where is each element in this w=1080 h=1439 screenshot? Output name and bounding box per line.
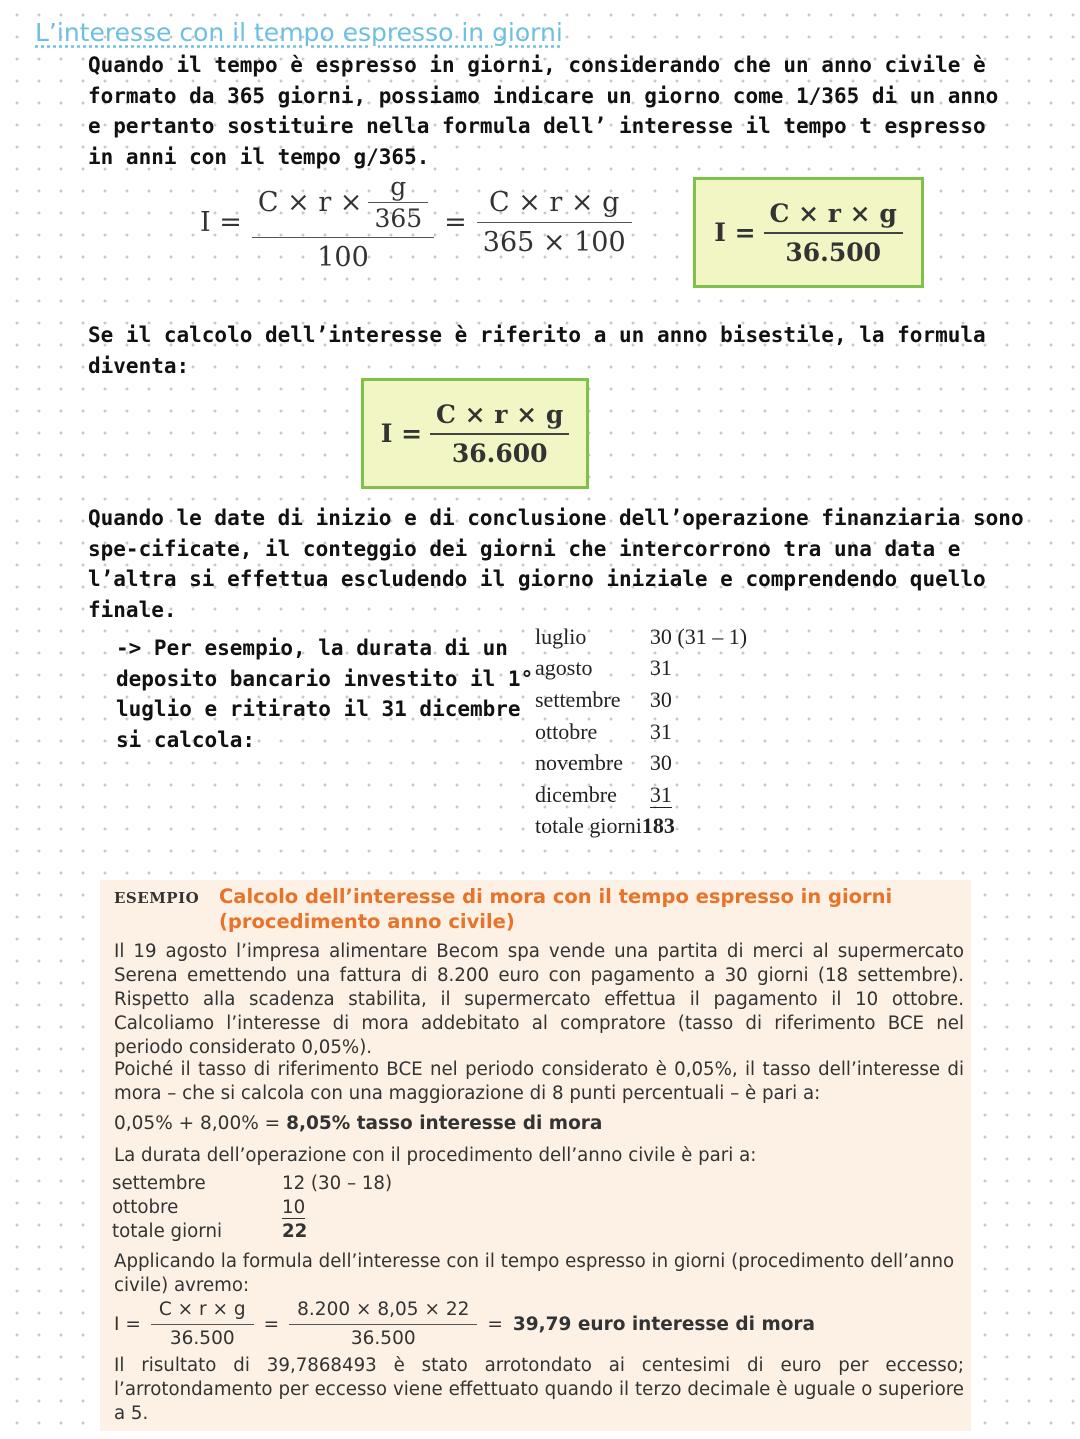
table-row bbox=[112, 1196, 392, 1220]
duration-total-label: totale giorni bbox=[112, 1221, 223, 1242]
table-row bbox=[535, 747, 747, 779]
formula-leap-box bbox=[361, 378, 589, 489]
apply-paragraph: Applicando la formula dell’interesse con il tempo espresso in giorni (procedimento dell’anno civile) avremo: bbox=[114, 1251, 955, 1296]
duration-total-value: 22 bbox=[282, 1221, 308, 1242]
leap-lhs: I = bbox=[380, 419, 423, 448]
duration-days: 10 bbox=[282, 1197, 306, 1218]
calc-lhs: I = bbox=[114, 1313, 141, 1335]
calc-result: 39,79 euro interesse di mora bbox=[512, 1313, 816, 1335]
fraction-one-den: 100 bbox=[252, 237, 434, 273]
calc-equals-2: = bbox=[487, 1313, 503, 1335]
leap-num: C × r × g bbox=[436, 399, 564, 429]
month-name: agosto bbox=[535, 655, 593, 681]
months-table bbox=[535, 621, 747, 842]
month-days: 31 bbox=[649, 718, 672, 744]
formula-lhs: I = bbox=[200, 207, 242, 238]
month-days: 30 bbox=[649, 750, 672, 776]
duration-lead: La durata dell’operazione con il procedimento dell’anno civile è pari a: bbox=[114, 1145, 757, 1166]
fraction-two-num: C × r × g bbox=[488, 187, 620, 218]
table-total-row bbox=[112, 1220, 392, 1244]
fraction-two-den: 365 × 100 bbox=[477, 222, 632, 258]
inner-fraction-den: 365 bbox=[368, 202, 428, 233]
civil-den: 36.500 bbox=[764, 232, 903, 267]
esempio-label: ESEMPIO bbox=[114, 889, 200, 907]
page-title: L’interesse con il tempo espresso in giorni bbox=[35, 18, 563, 47]
month-days: 31 bbox=[649, 655, 672, 681]
duration-month: settembre bbox=[112, 1173, 206, 1194]
month-name: dicembre bbox=[535, 781, 617, 807]
formula-equals: = bbox=[444, 207, 467, 238]
duration-month: ottobre bbox=[112, 1197, 179, 1218]
esempio-title: Calcolo dell’interesse di mora con il tempo espresso in giorni (procedimento anno civile) bbox=[219, 885, 893, 933]
example-paragraph: -> Per esempio, la durata di un deposito bancario investito il 1° luglio e ritirato il 31 dicembre si calcola: bbox=[116, 636, 534, 752]
calc-f1-den: 36.500 bbox=[151, 1324, 254, 1351]
fraction-two bbox=[477, 187, 632, 258]
inner-numerator: C × r × bbox=[257, 187, 363, 218]
formula-civil-box bbox=[693, 177, 924, 288]
calc-fraction-2 bbox=[289, 1298, 477, 1351]
month-name: settembre bbox=[535, 686, 621, 712]
table-row bbox=[112, 1172, 392, 1196]
calc-f2-num: 8.200 × 8,05 × 22 bbox=[297, 1299, 470, 1320]
table-row bbox=[535, 684, 747, 716]
inner-fraction-num: g bbox=[390, 172, 407, 201]
leap-den: 36.600 bbox=[430, 433, 569, 468]
civil-lhs: I = bbox=[714, 218, 756, 247]
civil-num: C × r × g bbox=[769, 198, 897, 228]
fraction-one bbox=[252, 172, 434, 273]
month-name: novembre bbox=[535, 750, 623, 776]
date-count-paragraph: Quando le date di inizio e di conclusione dell’operazione finanziaria sono spe-cificate, il conteggio dei giorni che intercorrono tra una data e l’altra si effettua escludendo il giorno iniziale e comprendendo quello finale. bbox=[88, 506, 1024, 622]
esempio-paragraph-2: Poiché il tasso di riferimento BCE nel periodo considerato è 0,05%, il tasso dell’interesse di mora – che si calcola con una maggiorazione di 8 punti percentuali – è pari a: bbox=[114, 1059, 964, 1104]
month-days: 31 bbox=[649, 781, 672, 807]
total-value: 183 bbox=[641, 813, 675, 839]
rounding-note: Il risultato di 39,7868493 è stato arrotondato ai centesimi di euro per eccesso; l’arrotondamento per eccesso viene effettuato quando il terzo decimale è uguale o superiore a 5. bbox=[114, 1355, 964, 1424]
duration-days: 12 (30 – 18) bbox=[282, 1173, 393, 1194]
intro-paragraph: Quando il tempo è espresso in giorni, considerando che un anno civile è formato da 365 giorni, possiamo indicare un giorno come 1/365 di un anno e pertanto sostituire nella formula dell’ interesse il tempo t espresso in anni con il tempo g/365. bbox=[88, 53, 999, 169]
duration-table bbox=[112, 1172, 392, 1244]
table-row bbox=[535, 716, 747, 748]
table-total-row bbox=[535, 811, 747, 843]
inner-fraction bbox=[368, 172, 428, 233]
table-row bbox=[535, 779, 747, 811]
month-name: ottobre bbox=[535, 718, 598, 744]
calc-f2-den: 36.500 bbox=[289, 1324, 477, 1351]
rate-calc: 0,05% + 8,00% = bbox=[114, 1113, 281, 1134]
leap-year-paragraph: Se il calcolo dell’interesse è riferito a un anno bisestile, la formula diventa: bbox=[88, 323, 986, 378]
calculation-line bbox=[114, 1298, 815, 1351]
month-days: 30 bbox=[649, 686, 672, 712]
esempio-paragraph-1: Il 19 agosto l’impresa alimentare Becom spa vende una partita di merci al supermercato Serena emettendo una fattura di 8.200 euro con pagamento a 30 giorni (18 settembre). Rispetto alla scadenza stabilita, il supermercato effettua il pagamento il 10 ottobre. Calcoliamo l’interesse di mora addebitato al compratore (tasso di riferimento BCE nel periodo considerato 0,05%). bbox=[114, 941, 964, 1058]
calc-f1-num: C × r × g bbox=[158, 1299, 246, 1320]
rate-line bbox=[114, 1112, 602, 1136]
month-name: luglio bbox=[535, 623, 587, 649]
table-row bbox=[535, 621, 747, 653]
total-label: totale giorni bbox=[535, 813, 642, 839]
table-row bbox=[535, 653, 747, 685]
calc-equals: = bbox=[263, 1313, 280, 1335]
leap-fraction bbox=[430, 400, 569, 468]
month-days: 30 (31 – 1) bbox=[649, 623, 748, 649]
rate-result: 8,05% tasso interesse di mora bbox=[286, 1113, 603, 1134]
calc-fraction-1 bbox=[151, 1298, 254, 1351]
formula-derivation bbox=[200, 172, 632, 273]
civil-fraction bbox=[764, 199, 903, 267]
